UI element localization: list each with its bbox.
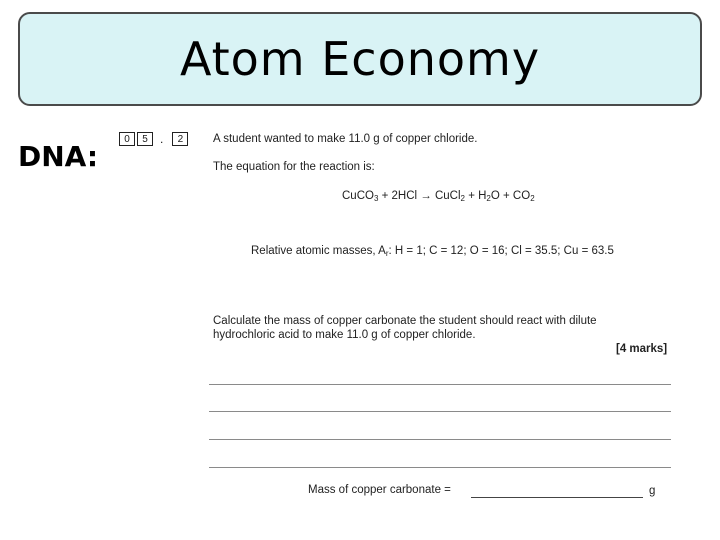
task-line-2: hydrochloric acid to make 11.0 g of copper chloride. — [213, 329, 476, 341]
equation-reactant-1: CuCO — [342, 190, 374, 202]
question-number-box-2: 5 — [137, 132, 153, 146]
question-number-box-3: 2 — [172, 132, 188, 146]
question-number-separator: . — [160, 132, 164, 146]
dna-label: DNA: — [18, 140, 99, 173]
question-number-box-1: 0 — [119, 132, 135, 146]
relative-atomic-masses — [251, 245, 614, 257]
equation-subscript: 2 — [530, 194, 535, 203]
task-line-1: Calculate the mass of copper carbonate the student should react with dilute — [213, 315, 597, 327]
equation-subscript: 3 — [373, 194, 379, 203]
answer-unit: g — [649, 485, 656, 497]
slide-title: Atom Economy — [179, 32, 541, 86]
equation-product-3: O + CO — [490, 190, 531, 202]
equation-product-1: CuCl — [431, 190, 461, 202]
answer-label: Mass of copper carbonate = — [308, 484, 451, 496]
answer-line-3[interactable] — [209, 439, 671, 440]
equation-subscript: 2 — [460, 194, 465, 203]
relative-masses-subscript: r — [385, 249, 389, 258]
answer-field[interactable] — [471, 497, 643, 498]
equation-subscript: 2 — [486, 194, 491, 203]
relative-masses-label: Relative atomic masses, A — [251, 245, 386, 257]
equation-product-2: + H — [465, 190, 487, 202]
answer-line-2[interactable] — [209, 411, 671, 412]
title-box — [18, 12, 702, 106]
answer-line-4[interactable] — [209, 467, 671, 468]
answer-line-1[interactable] — [209, 384, 671, 385]
question-intro: A student wanted to make 11.0 g of copper chloride. — [213, 133, 478, 145]
chemical-equation — [342, 190, 535, 202]
equation-lead: The equation for the reaction is: — [213, 161, 375, 173]
question-number — [119, 131, 190, 147]
equation-arrow: → — [420, 190, 432, 202]
marks-label: [4 marks] — [616, 343, 668, 355]
equation-reactant-2: + 2HCl — [378, 190, 421, 202]
relative-masses-values: : H = 1; C = 12; O = 16; Cl = 35.5; Cu = 63.5 — [388, 245, 614, 257]
